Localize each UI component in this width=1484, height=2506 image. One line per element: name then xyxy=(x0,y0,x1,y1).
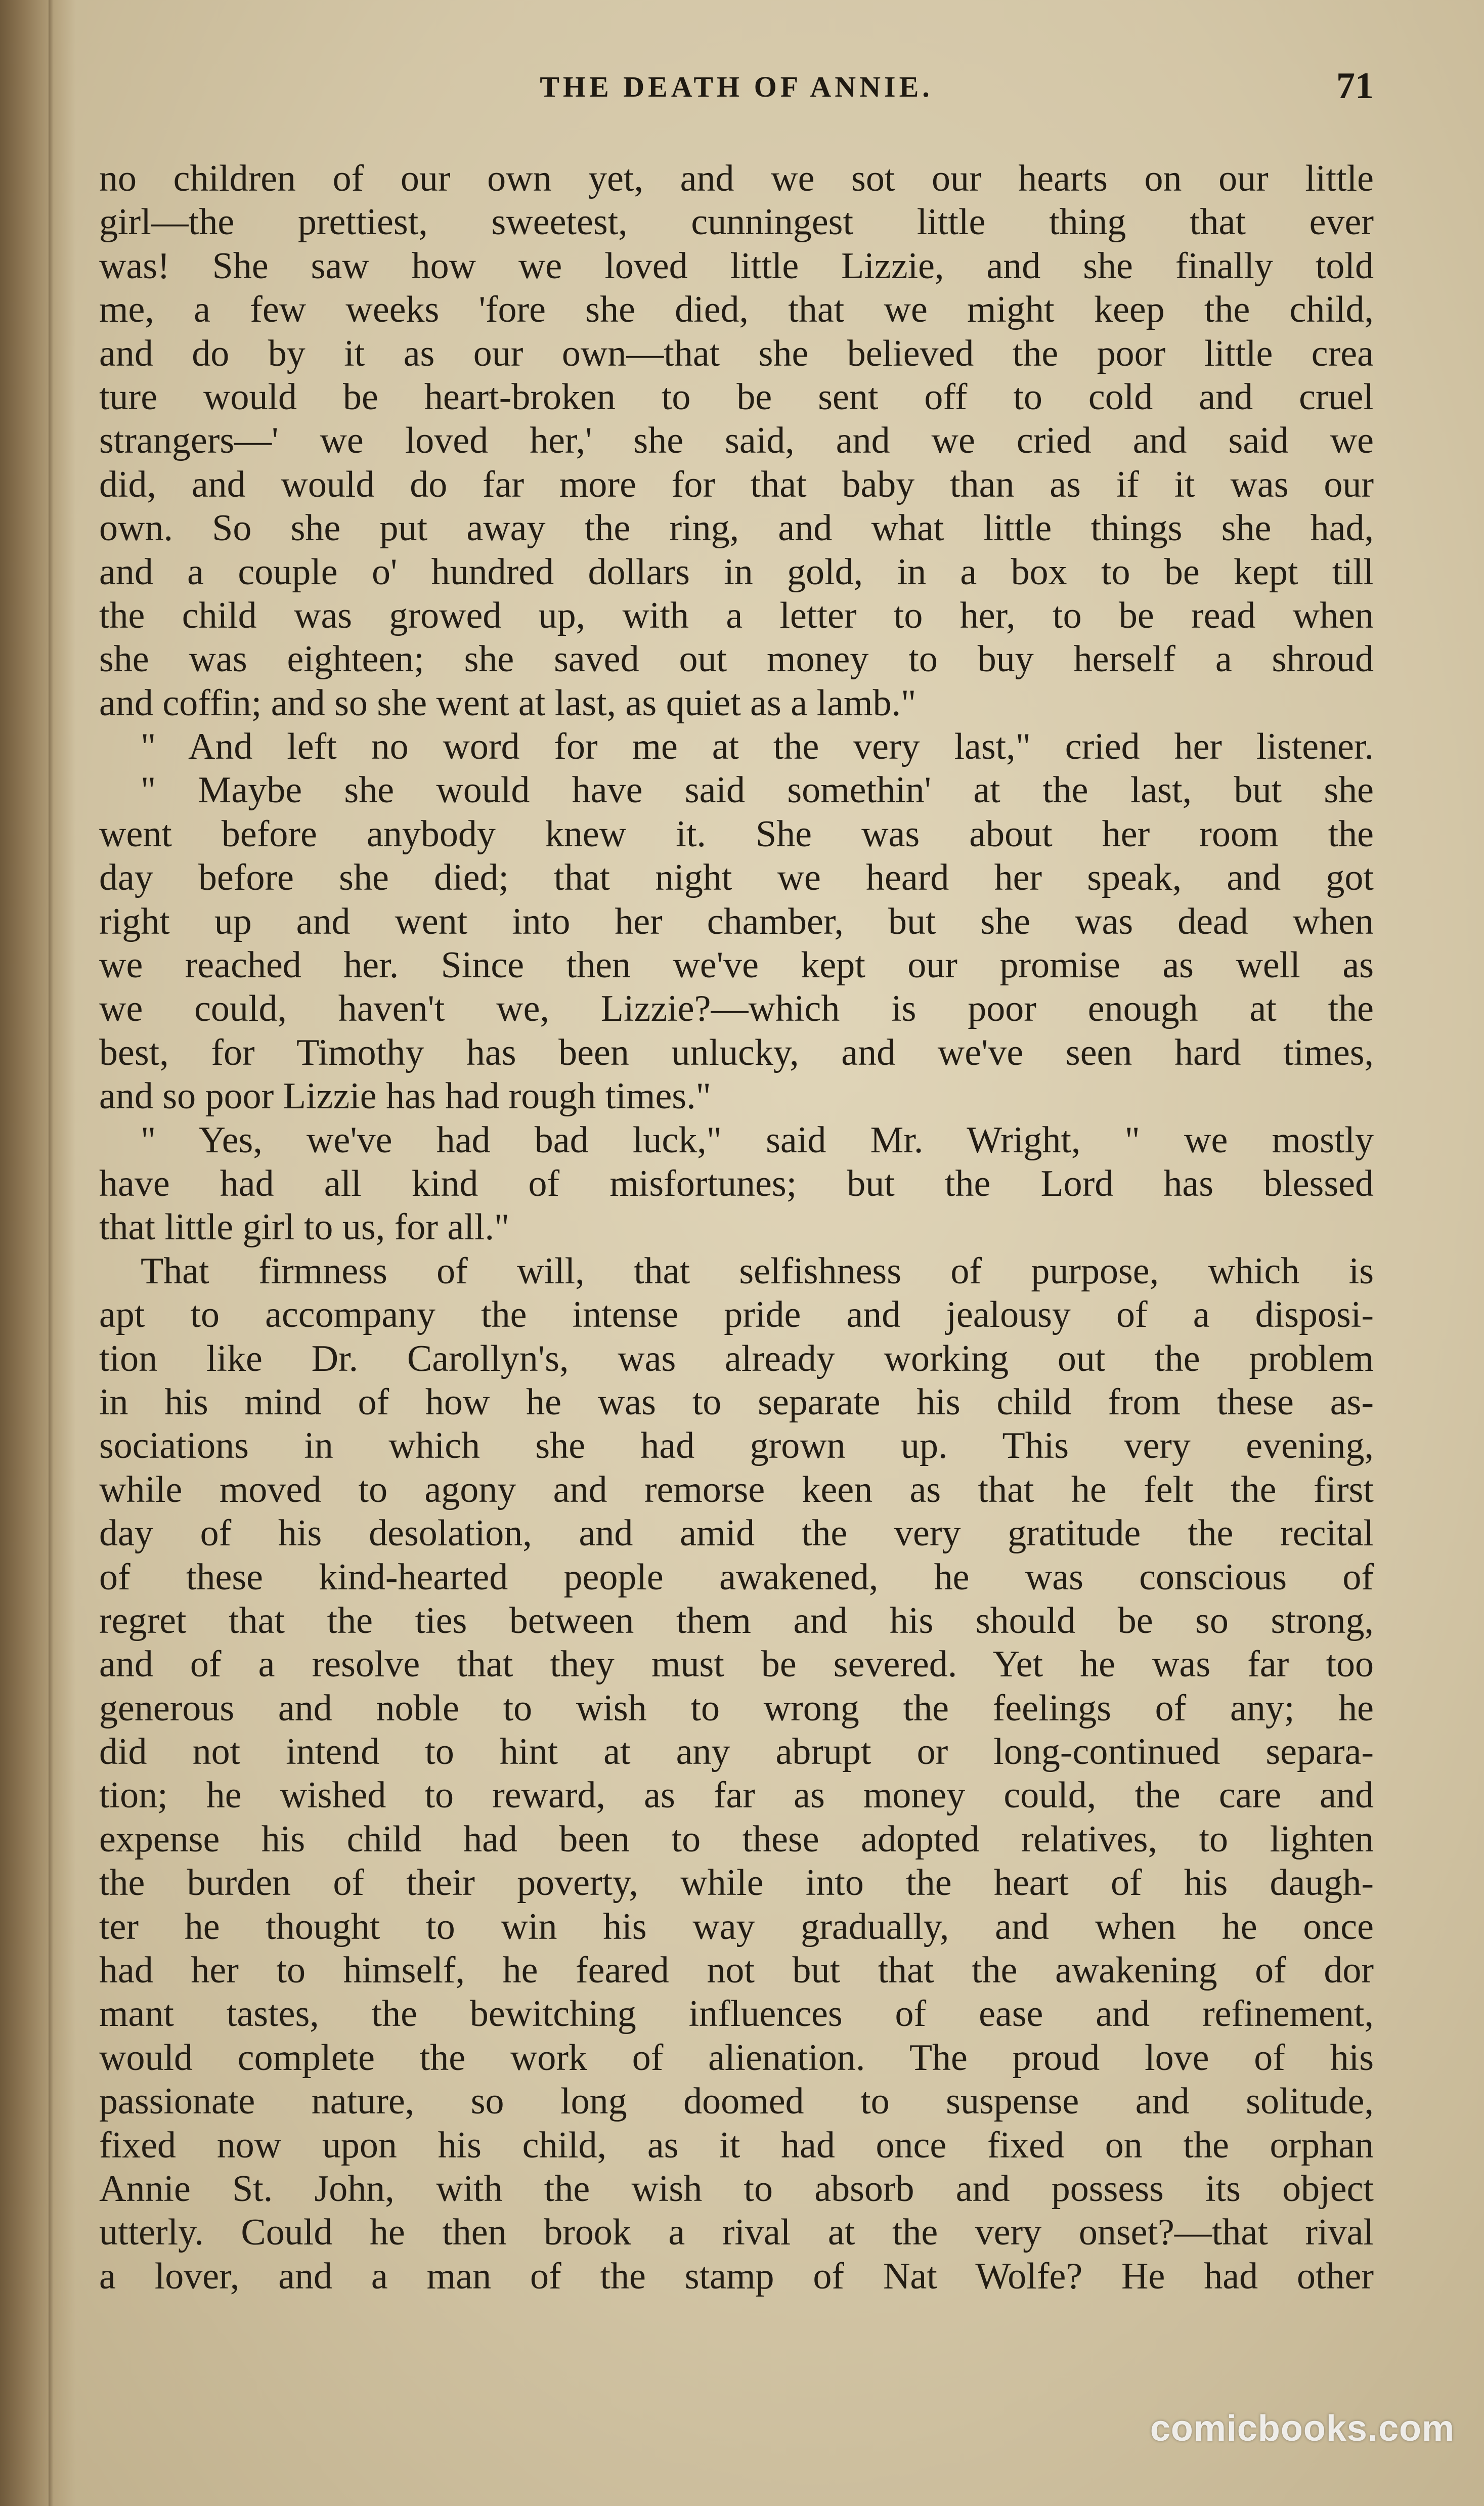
text-line: me, a few weeks 'fore she died, that we might keep the child, xyxy=(99,289,1374,331)
chapter-title: THE DEATH OF ANNIE. xyxy=(540,70,933,103)
text-line: no children of our own yet, and we sot our hearts on our little xyxy=(99,158,1374,199)
text-line: in his mind of how he was to separate his child from these as- xyxy=(99,1381,1374,1423)
text-line: would complete the work of alienation. The proud love of his xyxy=(99,2037,1374,2079)
text-line: had her to himself, he feared not but that the awakening of dor xyxy=(99,1950,1374,1992)
text-line: girl—the prettiest, sweetest, cunningest little thing that ever xyxy=(99,201,1374,243)
text-line: passionate nature, so long doomed to suspense and solitude, xyxy=(99,2081,1374,2123)
body-text xyxy=(99,157,1374,2298)
text-line: did, and would do far more for that baby than as if it was our xyxy=(99,463,1374,505)
page-number: 71 xyxy=(1336,65,1374,107)
text-line: a lover, and a man of the stamp of Nat Wolfe? He had other xyxy=(99,2255,1374,2297)
text-line: we could, haven't we, Lizzie?—which is poor enough at the xyxy=(99,988,1374,1030)
text-line: of these kind-hearted people awakened, he was conscious of xyxy=(99,1556,1374,1598)
text-line: ture would be heart-broken to be sent off to cold and cruel xyxy=(99,376,1374,418)
text-line: and do by it as our own—that she believed the poor little crea xyxy=(99,332,1374,374)
text-line: ter he thought to win his way gradually, and when he once xyxy=(99,1906,1374,1948)
text-line: while moved to agony and remorse keen as that he felt the first xyxy=(99,1468,1374,1510)
text-line: " Maybe she would have said somethin' at the last, but she xyxy=(141,769,1374,811)
text-line: we reached her. Since then we've kept our promise as well as xyxy=(99,944,1374,986)
text-line: best, for Timothy has been unlucky, and we've seen hard times, xyxy=(99,1031,1374,1073)
text-line: day before she died; that night we heard her speak, and got xyxy=(99,857,1374,899)
text-line: regret that the ties between them and his should be so strong, xyxy=(99,1600,1374,1641)
text-line: " Yes, we've had bad luck," said Mr. Wright, " we mostly xyxy=(141,1119,1374,1161)
text-line: That firmness of will, that selfishness of purpose, which is xyxy=(141,1250,1374,1292)
text-line: apt to accompany the intense pride and jealousy of a disposi- xyxy=(99,1294,1374,1336)
text-line: tion like Dr. Carollyn's, was already working out the problem xyxy=(99,1337,1374,1379)
text-line: was! She saw how we loved little Lizzie, and she finally told xyxy=(99,245,1374,287)
text-line: that little girl to us, for all." xyxy=(99,1206,510,1248)
text-line: mant tastes, the bewitching influences of ease and refinement, xyxy=(99,1993,1374,2035)
text-line: and so poor Lizzie has had rough times." xyxy=(99,1075,711,1117)
text-line: fixed now upon his child, as it had once fixed on the orphan xyxy=(99,2124,1374,2166)
text-line: tion; he wished to reward, as far as money could, the care and xyxy=(99,1775,1374,1817)
binding-edge xyxy=(49,0,54,2506)
running-head xyxy=(99,61,1374,116)
text-line: own. So she put away the ring, and what little things she had, xyxy=(99,507,1374,549)
text-line: expense his child had been to these adopted relatives, to lighten xyxy=(99,1818,1374,1860)
text-line: generous and noble to wish to wrong the feelings of any; he xyxy=(99,1687,1374,1729)
page-gutter-shadow xyxy=(0,0,76,2506)
text-line: " And left no word for me at the very last," cried her listener. xyxy=(141,726,1374,768)
text-line: sociations in which she had grown up. This very evening, xyxy=(99,1425,1374,1467)
text-line: did not intend to hint at any abrupt or long-continued separa- xyxy=(99,1731,1374,1773)
text-line: utterly. Could he then brook a rival at the very onset?—that rival xyxy=(99,2212,1374,2254)
text-line: have had all kind of misfortunes; but the Lord has blessed xyxy=(99,1162,1374,1204)
site-watermark: comicbooks.com xyxy=(1150,2408,1455,2449)
text-line: strangers—' we loved her,' she said, and we cried and said we xyxy=(99,420,1374,462)
text-line: Annie St. John, with the wish to absorb and possess its object xyxy=(99,2168,1374,2210)
text-line: she was eighteen; she saved out money to buy herself a shroud xyxy=(99,638,1374,680)
text-line: and a couple o' hundred dollars in gold, in a box to be kept till xyxy=(99,551,1374,593)
text-line: and coffin; and so she went at last, as quiet as a lamb." xyxy=(99,682,916,724)
text-line: and of a resolve that they must be severed. Yet he was far too xyxy=(99,1644,1374,1686)
text-line: the child was growed up, with a letter to her, to be read when xyxy=(99,594,1374,636)
text-line: day of his desolation, and amid the very gratitude the recital xyxy=(99,1513,1374,1554)
text-line: the burden of their poverty, while into the heart of his daugh- xyxy=(99,1862,1374,1904)
text-line: right up and went into her chamber, but she was dead when xyxy=(99,900,1374,942)
text-line: went before anybody knew it. She was about her room the xyxy=(99,813,1374,855)
